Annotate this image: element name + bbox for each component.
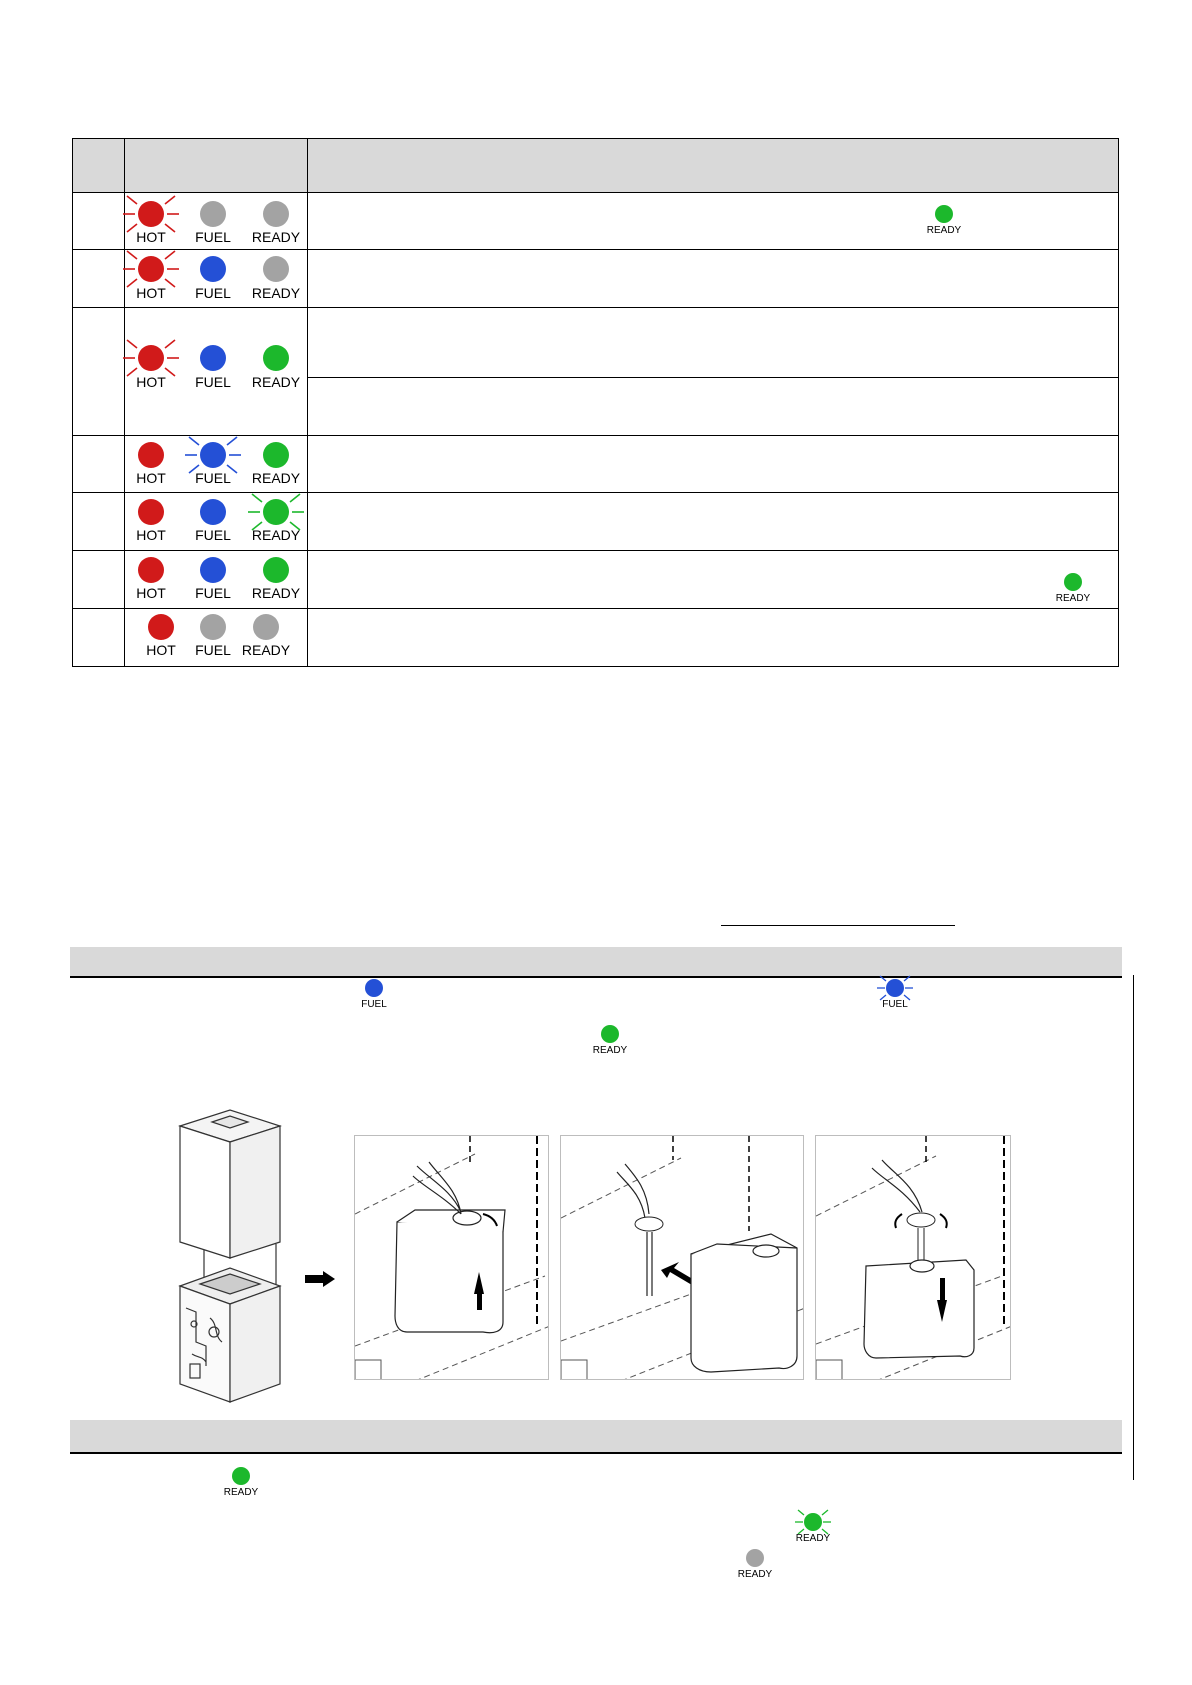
fuel-label: FUEL xyxy=(195,527,231,543)
ready-indicator-off xyxy=(253,614,279,640)
fuel-indicator-on xyxy=(200,557,226,583)
hot-label: HOT xyxy=(136,285,166,301)
margin-rule xyxy=(1133,975,1134,1480)
hot-label: HOT xyxy=(136,470,166,486)
table-row xyxy=(73,492,1118,550)
ready-inline-icon xyxy=(919,205,969,239)
section-header-bar xyxy=(70,1420,1122,1454)
fuel-label: FUEL xyxy=(195,374,231,390)
tank-removal-drawing xyxy=(355,1136,549,1380)
ready-indicator-off xyxy=(263,256,289,282)
ready-dot-icon xyxy=(232,1467,250,1485)
ready-label: READY xyxy=(251,285,301,301)
ready-dot-icon xyxy=(1064,573,1082,591)
hot-label: HOT xyxy=(146,642,176,658)
ready-label: READY xyxy=(251,229,301,245)
ready-inline-label: READY xyxy=(1055,593,1091,604)
ready-dot-icon xyxy=(746,1549,764,1567)
ready-inline-icon xyxy=(1050,573,1096,607)
table-header-row xyxy=(73,139,1118,193)
fuel-inline-icon xyxy=(351,979,397,1013)
ready-blinking-inline-icon xyxy=(790,1513,836,1547)
fuel-label: FUEL xyxy=(195,229,231,245)
status-table xyxy=(72,138,1119,667)
hot-indicator-on xyxy=(138,442,164,468)
table-row xyxy=(73,550,1118,608)
ready-dot-icon xyxy=(601,1025,619,1043)
table-row xyxy=(73,435,1118,492)
ready-inline-label: READY xyxy=(737,1569,773,1580)
tank-reinsert-step xyxy=(815,1135,1011,1380)
table-row xyxy=(73,608,1118,668)
fuel-dot-icon xyxy=(365,979,383,997)
tank-refill-insert-step xyxy=(560,1135,804,1380)
tank-reinsert-drawing xyxy=(816,1136,1011,1380)
ready-inline-label: READY xyxy=(795,1533,831,1544)
table-row xyxy=(73,307,1118,435)
ready-inline-icon xyxy=(218,1467,264,1501)
ready-label: READY xyxy=(251,585,301,601)
ready-inline-icon xyxy=(587,1025,633,1059)
cabinet-appliance-illustration xyxy=(170,1108,290,1405)
ready-label: READY xyxy=(251,527,301,543)
fuel-label: FUEL xyxy=(195,585,231,601)
hot-indicator-on xyxy=(138,557,164,583)
arrow-right-icon xyxy=(305,1271,335,1287)
hot-indicator-on xyxy=(138,499,164,525)
tank-lift-out-step xyxy=(354,1135,549,1380)
ready-indicator-on xyxy=(263,557,289,583)
ready-label: READY xyxy=(251,374,301,390)
ready-inline-label: READY xyxy=(926,225,962,236)
hot-label: HOT xyxy=(136,585,166,601)
fuel-indicator-on xyxy=(200,256,226,282)
underline-rule xyxy=(721,925,955,926)
ready-label: READY xyxy=(251,470,301,486)
hot-indicator-on xyxy=(148,614,174,640)
fuel-indicator-off xyxy=(200,201,226,227)
section-header-bar xyxy=(70,947,1122,978)
hot-label: HOT xyxy=(136,229,166,245)
ready-inline-label: READY xyxy=(592,1045,628,1056)
fuel-indicator-on xyxy=(200,345,226,371)
ready-off-inline-icon xyxy=(732,1549,778,1583)
ready-label: READY xyxy=(241,642,291,658)
hot-label: HOT xyxy=(136,527,166,543)
fuel-label: FUEL xyxy=(195,285,231,301)
table-row xyxy=(73,249,1118,307)
fuel-label: FUEL xyxy=(195,470,231,486)
ready-indicator-on xyxy=(263,442,289,468)
fuel-blinking-inline-icon xyxy=(872,979,918,1013)
fuel-inline-label: FUEL xyxy=(361,999,387,1010)
tank-refill-drawing xyxy=(561,1136,804,1380)
fuel-label: FUEL xyxy=(195,642,231,658)
ready-dot-icon xyxy=(935,205,953,223)
fuel-inline-label: FUEL xyxy=(882,999,908,1010)
table-row xyxy=(73,193,1118,249)
ready-indicator-off xyxy=(263,201,289,227)
fuel-indicator-on xyxy=(200,499,226,525)
hot-label: HOT xyxy=(136,374,166,390)
ready-indicator-on xyxy=(263,345,289,371)
ready-inline-label: READY xyxy=(223,1487,259,1498)
fuel-indicator-off xyxy=(200,614,226,640)
